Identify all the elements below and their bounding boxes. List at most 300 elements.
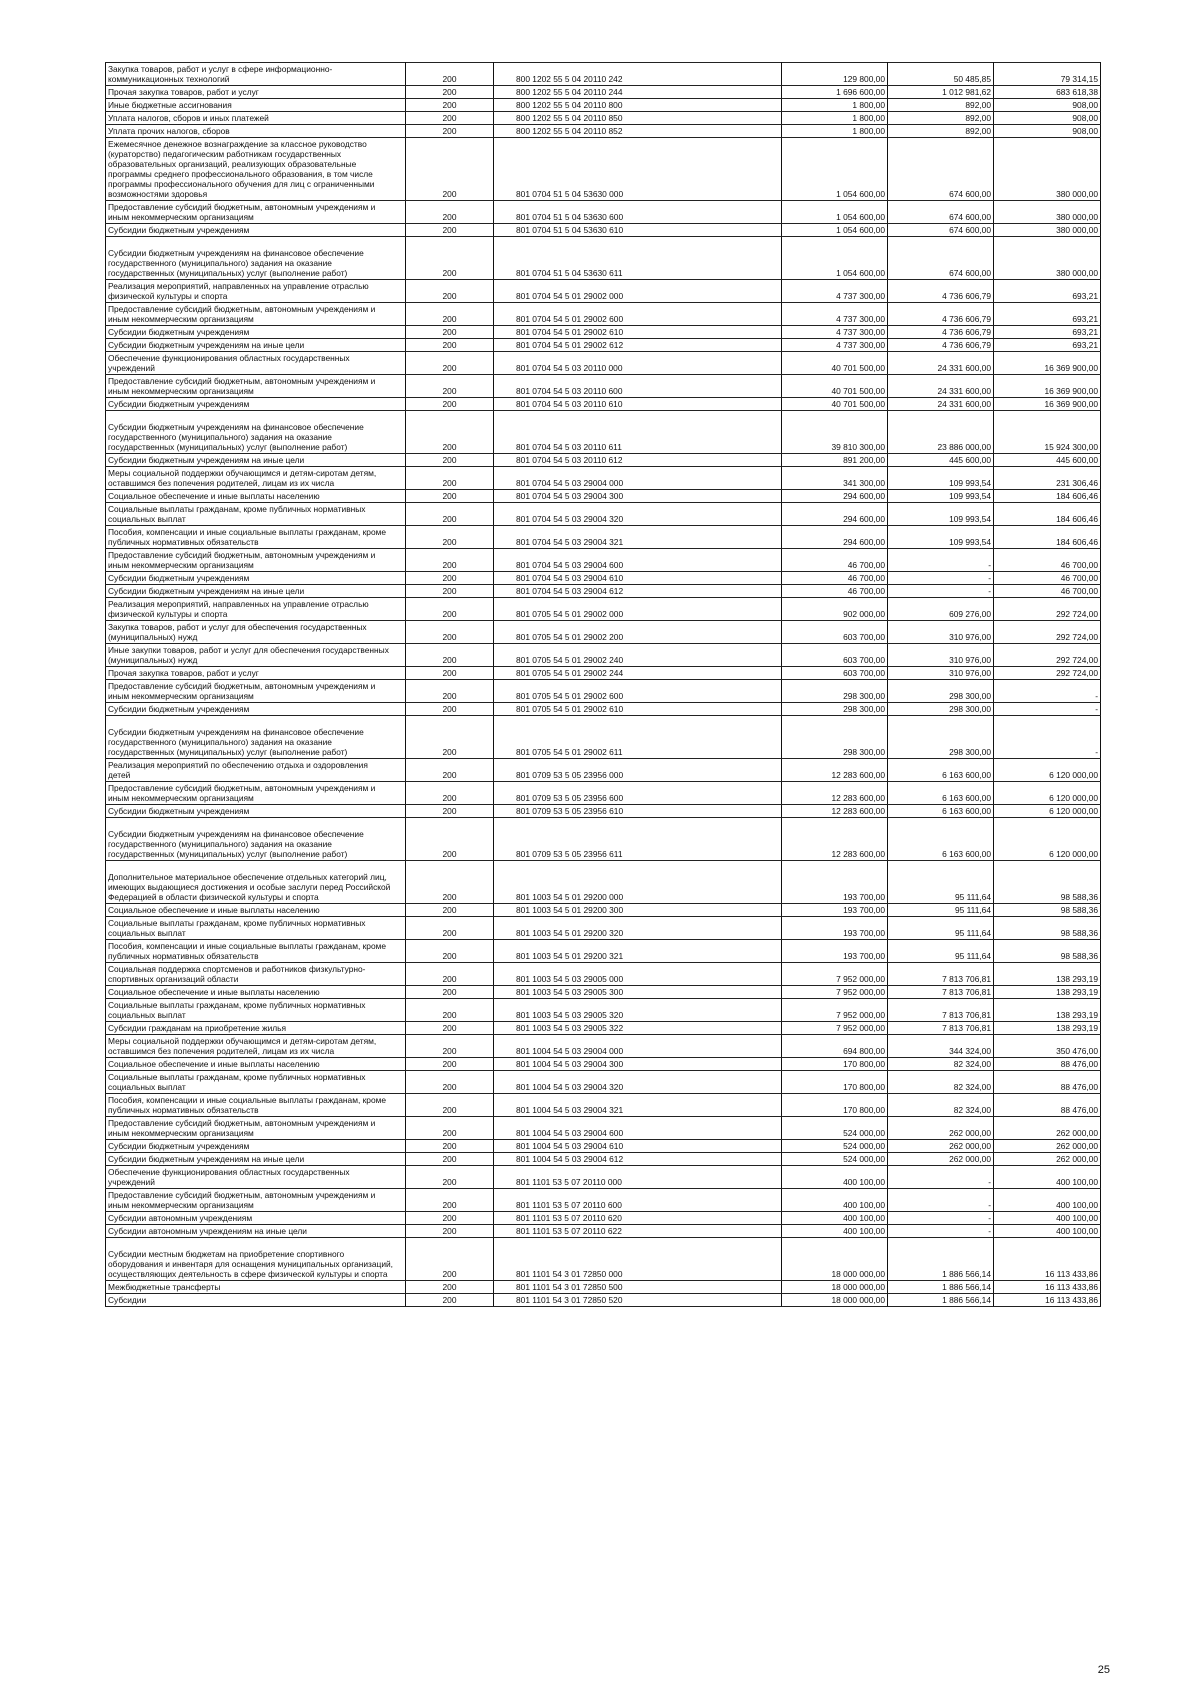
budget-class-code-cell: 800 1202 55 5 04 20110 800: [494, 99, 782, 112]
approved-amount-cell: 170 800,00: [782, 1071, 888, 1094]
executed-amount-cell: 892,00: [888, 125, 994, 138]
executed-amount-cell: 674 600,00: [888, 201, 994, 224]
approved-amount-cell: 40 701 500,00: [782, 375, 888, 398]
expense-name-cell: Прочая закупка товаров, работ и услуг: [106, 86, 406, 99]
budget-class-code-cell: 801 0705 54 5 01 29002 244: [494, 667, 782, 680]
line-code-cell: 200: [406, 1166, 494, 1189]
executed-amount-cell: 6 163 600,00: [888, 782, 994, 805]
table-row: [106, 1035, 1101, 1058]
table-row: [106, 454, 1101, 467]
executed-amount-cell: 50 485,85: [888, 63, 994, 86]
executed-amount-cell: 1 886 566,14: [888, 1281, 994, 1294]
line-code-cell: 200: [406, 861, 494, 904]
executed-amount-cell: -: [888, 1225, 994, 1238]
line-code-cell: 200: [406, 1071, 494, 1094]
budget-class-code-cell: 800 1202 55 5 04 20110 242: [494, 63, 782, 86]
approved-amount-cell: 12 283 600,00: [782, 759, 888, 782]
expense-name-cell: Субсидии бюджетным учреждениям на иные цели: [106, 454, 406, 467]
budget-class-code-cell: 801 1004 54 5 03 29004 600: [494, 1117, 782, 1140]
line-code-cell: 200: [406, 999, 494, 1022]
remaining-amount-cell: 98 588,36: [994, 861, 1101, 904]
table-row: [106, 339, 1101, 352]
executed-amount-cell: 95 111,64: [888, 940, 994, 963]
line-code-cell: 200: [406, 1058, 494, 1071]
budget-class-code-cell: 801 0704 54 5 03 20110 612: [494, 454, 782, 467]
line-code-cell: 200: [406, 1117, 494, 1140]
expense-name-cell: Предоставление субсидий бюджетным, автономным учреждениям и иным некоммерческим организациям: [106, 201, 406, 224]
executed-amount-cell: 4 736 606,79: [888, 339, 994, 352]
approved-amount-cell: 46 700,00: [782, 549, 888, 572]
approved-amount-cell: 39 810 300,00: [782, 411, 888, 454]
budget-class-code-cell: 801 0704 54 5 01 29002 600: [494, 303, 782, 326]
budget-class-code-cell: 801 1003 54 5 03 29005 300: [494, 986, 782, 999]
budget-class-code-cell: 801 0704 54 5 03 29004 610: [494, 572, 782, 585]
executed-amount-cell: 1 886 566,14: [888, 1238, 994, 1281]
table-row: [106, 1071, 1101, 1094]
expense-name-cell: Реализация мероприятий, направленных на управление отраслью физической культуры и спорта: [106, 598, 406, 621]
remaining-amount-cell: 16 369 900,00: [994, 375, 1101, 398]
expense-name-cell: Субсидии бюджетным учреждениям: [106, 805, 406, 818]
remaining-amount-cell: 908,00: [994, 99, 1101, 112]
remaining-amount-cell: -: [994, 716, 1101, 759]
table-row: [106, 326, 1101, 339]
budget-class-code-cell: 801 0704 54 5 03 29004 600: [494, 549, 782, 572]
approved-amount-cell: 7 952 000,00: [782, 986, 888, 999]
budget-class-code-cell: 801 0704 54 5 03 20110 600: [494, 375, 782, 398]
budget-class-code-cell: 801 1003 54 5 01 29200 300: [494, 904, 782, 917]
table-row: [106, 201, 1101, 224]
executed-amount-cell: 109 993,54: [888, 490, 994, 503]
executed-amount-cell: 892,00: [888, 112, 994, 125]
table-row: [106, 1022, 1101, 1035]
budget-class-code-cell: 801 0705 54 5 01 29002 200: [494, 621, 782, 644]
line-code-cell: 200: [406, 526, 494, 549]
approved-amount-cell: 40 701 500,00: [782, 398, 888, 411]
remaining-amount-cell: 380 000,00: [994, 224, 1101, 237]
budget-class-code-cell: 801 1004 54 5 03 29004 300: [494, 1058, 782, 1071]
table-row: [106, 224, 1101, 237]
executed-amount-cell: -: [888, 1166, 994, 1189]
expense-name-cell: Дополнительное материальное обеспечение отдельных категорий лиц, имеющих выдающиеся достижения и особые заслуги перед Российской Федерацией в области физической культуры и спорта: [106, 861, 406, 904]
approved-amount-cell: 298 300,00: [782, 680, 888, 703]
line-code-cell: 200: [406, 1022, 494, 1035]
expense-name-cell: Социальные выплаты гражданам, кроме публичных нормативных социальных выплат: [106, 917, 406, 940]
executed-amount-cell: 7 813 706,81: [888, 999, 994, 1022]
budget-class-code-cell: 801 1003 54 5 01 29200 320: [494, 917, 782, 940]
executed-amount-cell: 95 111,64: [888, 917, 994, 940]
table-row: [106, 352, 1101, 375]
table-row: [106, 782, 1101, 805]
expense-name-cell: Субсидии бюджетным учреждениям: [106, 224, 406, 237]
remaining-amount-cell: 400 100,00: [994, 1212, 1101, 1225]
line-code-cell: 200: [406, 86, 494, 99]
executed-amount-cell: 344 324,00: [888, 1035, 994, 1058]
table-row: [106, 549, 1101, 572]
line-code-cell: 200: [406, 1225, 494, 1238]
line-code-cell: 200: [406, 963, 494, 986]
remaining-amount-cell: 88 476,00: [994, 1058, 1101, 1071]
expense-name-cell: Ежемесячное денежное вознаграждение за классное руководство (кураторство) педагогическим работникам государственных образовательных организаций, реализующих образовательные программы среднего профессионального образования, в том числе программы профессионального обучения для лиц с ограниченными возможностями здоровья: [106, 138, 406, 201]
budget-class-code-cell: 801 1101 54 3 01 72850 000: [494, 1238, 782, 1281]
remaining-amount-cell: -: [994, 680, 1101, 703]
approved-amount-cell: 298 300,00: [782, 716, 888, 759]
remaining-amount-cell: 16 113 433,86: [994, 1281, 1101, 1294]
executed-amount-cell: 262 000,00: [888, 1153, 994, 1166]
line-code-cell: 200: [406, 1153, 494, 1166]
table-row: [106, 1212, 1101, 1225]
budget-class-code-cell: 801 1101 54 3 01 72850 500: [494, 1281, 782, 1294]
budget-class-code-cell: 801 1003 54 5 03 29005 320: [494, 999, 782, 1022]
executed-amount-cell: 892,00: [888, 99, 994, 112]
remaining-amount-cell: 15 924 300,00: [994, 411, 1101, 454]
remaining-amount-cell: 184 606,46: [994, 526, 1101, 549]
remaining-amount-cell: 6 120 000,00: [994, 818, 1101, 861]
line-code-cell: 200: [406, 598, 494, 621]
table-row: [106, 861, 1101, 904]
budget-class-code-cell: 801 1101 53 5 07 20110 600: [494, 1189, 782, 1212]
remaining-amount-cell: 6 120 000,00: [994, 805, 1101, 818]
executed-amount-cell: 82 324,00: [888, 1058, 994, 1071]
budget-class-code-cell: 800 1202 55 5 04 20110 244: [494, 86, 782, 99]
approved-amount-cell: 193 700,00: [782, 940, 888, 963]
budget-class-code-cell: 801 0704 51 5 04 53630 600: [494, 201, 782, 224]
approved-amount-cell: 1 054 600,00: [782, 201, 888, 224]
remaining-amount-cell: 400 100,00: [994, 1166, 1101, 1189]
line-code-cell: 200: [406, 940, 494, 963]
approved-amount-cell: 891 200,00: [782, 454, 888, 467]
remaining-amount-cell: 262 000,00: [994, 1117, 1101, 1140]
remaining-amount-cell: 683 618,38: [994, 86, 1101, 99]
table-row: [106, 1166, 1101, 1189]
table-row: [106, 375, 1101, 398]
executed-amount-cell: 109 993,54: [888, 467, 994, 490]
executed-amount-cell: 23 886 000,00: [888, 411, 994, 454]
approved-amount-cell: 341 300,00: [782, 467, 888, 490]
approved-amount-cell: 4 737 300,00: [782, 339, 888, 352]
expense-name-cell: Обеспечение функционирования областных государственных учреждений: [106, 1166, 406, 1189]
budget-class-code-cell: 801 0705 54 5 01 29002 610: [494, 703, 782, 716]
approved-amount-cell: 129 800,00: [782, 63, 888, 86]
executed-amount-cell: 109 993,54: [888, 503, 994, 526]
approved-amount-cell: 400 100,00: [782, 1225, 888, 1238]
budget-class-code-cell: 801 0709 53 5 05 23956 610: [494, 805, 782, 818]
line-code-cell: 200: [406, 454, 494, 467]
expense-name-cell: Субсидии бюджетным учреждениям на иные цели: [106, 585, 406, 598]
budget-class-code-cell: 801 0704 54 5 03 20110 000: [494, 352, 782, 375]
expense-name-cell: Социальное обеспечение и иные выплаты населению: [106, 986, 406, 999]
approved-amount-cell: 1 054 600,00: [782, 237, 888, 280]
budget-class-code-cell: 801 0705 54 5 01 29002 000: [494, 598, 782, 621]
remaining-amount-cell: 46 700,00: [994, 572, 1101, 585]
table-row: [106, 490, 1101, 503]
remaining-amount-cell: 380 000,00: [994, 138, 1101, 201]
remaining-amount-cell: 16 113 433,86: [994, 1238, 1101, 1281]
line-code-cell: 200: [406, 224, 494, 237]
table-row: [106, 716, 1101, 759]
budget-class-code-cell: 801 1004 54 5 03 29004 610: [494, 1140, 782, 1153]
remaining-amount-cell: 350 476,00: [994, 1035, 1101, 1058]
table-row: [106, 805, 1101, 818]
table-row: [106, 1117, 1101, 1140]
remaining-amount-cell: 138 293,19: [994, 963, 1101, 986]
executed-amount-cell: 24 331 600,00: [888, 375, 994, 398]
expense-name-cell: Субсидии гражданам на приобретение жилья: [106, 1022, 406, 1035]
expense-name-cell: Предоставление субсидий бюджетным, автономным учреждениям и иным некоммерческим организациям: [106, 680, 406, 703]
expense-name-cell: Предоставление субсидий бюджетным, автономным учреждениям и иным некоммерческим организациям: [106, 1117, 406, 1140]
approved-amount-cell: 1 054 600,00: [782, 224, 888, 237]
budget-execution-table: [105, 62, 1101, 1307]
executed-amount-cell: 95 111,64: [888, 861, 994, 904]
approved-amount-cell: 298 300,00: [782, 703, 888, 716]
expense-name-cell: Субсидии бюджетным учреждениям на иные цели: [106, 339, 406, 352]
executed-amount-cell: 7 813 706,81: [888, 963, 994, 986]
line-code-cell: 200: [406, 680, 494, 703]
line-code-cell: 200: [406, 621, 494, 644]
expense-name-cell: Субсидии бюджетным учреждениям на финансовое обеспечение государственного (муниципального) задания на оказание государственных (муниципальных) услуг (выполнение работ): [106, 411, 406, 454]
expense-name-cell: Иные бюджетные ассигнования: [106, 99, 406, 112]
line-code-cell: 200: [406, 703, 494, 716]
expense-name-cell: Межбюджетные трансферты: [106, 1281, 406, 1294]
budget-class-code-cell: 801 0704 54 5 03 20110 611: [494, 411, 782, 454]
expense-name-cell: Субсидии бюджетным учреждениям: [106, 703, 406, 716]
approved-amount-cell: 902 000,00: [782, 598, 888, 621]
table-row: [106, 411, 1101, 454]
approved-amount-cell: 603 700,00: [782, 621, 888, 644]
expense-name-cell: Социальные выплаты гражданам, кроме публичных нормативных социальных выплат: [106, 503, 406, 526]
approved-amount-cell: 18 000 000,00: [782, 1294, 888, 1307]
remaining-amount-cell: 98 588,36: [994, 940, 1101, 963]
remaining-amount-cell: 138 293,19: [994, 1022, 1101, 1035]
expense-name-cell: Социальное обеспечение и иные выплаты населению: [106, 1058, 406, 1071]
budget-class-code-cell: 801 1101 53 5 07 20110 620: [494, 1212, 782, 1225]
line-code-cell: 200: [406, 716, 494, 759]
table-row: [106, 125, 1101, 138]
line-code-cell: 200: [406, 818, 494, 861]
expense-name-cell: Пособия, компенсации и иные социальные выплаты гражданам, кроме публичных нормативных обязательств: [106, 526, 406, 549]
table-row: [106, 963, 1101, 986]
executed-amount-cell: 24 331 600,00: [888, 398, 994, 411]
line-code-cell: 200: [406, 917, 494, 940]
expense-name-cell: Субсидии бюджетным учреждениям на финансовое обеспечение государственного (муниципального) задания на оказание государственных (муниципальных) услуг (выполнение работ): [106, 818, 406, 861]
line-code-cell: 200: [406, 759, 494, 782]
line-code-cell: 200: [406, 490, 494, 503]
budget-class-code-cell: 801 1004 54 5 03 29004 000: [494, 1035, 782, 1058]
table-row: [106, 904, 1101, 917]
expense-name-cell: Субсидии автономным учреждениям на иные цели: [106, 1225, 406, 1238]
executed-amount-cell: 6 163 600,00: [888, 818, 994, 861]
line-code-cell: 200: [406, 326, 494, 339]
table-row: [106, 644, 1101, 667]
executed-amount-cell: 1 012 981,62: [888, 86, 994, 99]
remaining-amount-cell: 6 120 000,00: [994, 759, 1101, 782]
expense-name-cell: Предоставление субсидий бюджетным, автономным учреждениям и иным некоммерческим организациям: [106, 303, 406, 326]
remaining-amount-cell: 292 724,00: [994, 644, 1101, 667]
table-row: [106, 86, 1101, 99]
budget-class-code-cell: 801 0704 54 5 03 29004 320: [494, 503, 782, 526]
budget-class-code-cell: 801 1004 54 5 03 29004 612: [494, 1153, 782, 1166]
expense-name-cell: Меры социальной поддержки обучающимся и детям-сиротам детям, оставшимся без попечения родителей, лицам из их числа: [106, 1035, 406, 1058]
budget-class-code-cell: 801 0709 53 5 05 23956 611: [494, 818, 782, 861]
table-row: [106, 63, 1101, 86]
approved-amount-cell: 1 054 600,00: [782, 138, 888, 201]
budget-class-code-cell: 801 0704 51 5 04 53630 000: [494, 138, 782, 201]
remaining-amount-cell: 693,21: [994, 339, 1101, 352]
table-row: [106, 1294, 1101, 1307]
table-row: [106, 1225, 1101, 1238]
approved-amount-cell: 294 600,00: [782, 503, 888, 526]
table-row: [106, 680, 1101, 703]
table-row: [106, 999, 1101, 1022]
executed-amount-cell: 310 976,00: [888, 621, 994, 644]
line-code-cell: 200: [406, 138, 494, 201]
budget-class-code-cell: 801 0704 51 5 04 53630 610: [494, 224, 782, 237]
table-row: [106, 1140, 1101, 1153]
line-code-cell: 200: [406, 1281, 494, 1294]
executed-amount-cell: 82 324,00: [888, 1071, 994, 1094]
approved-amount-cell: 193 700,00: [782, 904, 888, 917]
line-code-cell: 200: [406, 201, 494, 224]
approved-amount-cell: 170 800,00: [782, 1094, 888, 1117]
line-code-cell: 200: [406, 1212, 494, 1225]
budget-class-code-cell: 801 0704 54 5 03 29004 321: [494, 526, 782, 549]
line-code-cell: 200: [406, 352, 494, 375]
executed-amount-cell: 7 813 706,81: [888, 986, 994, 999]
expense-name-cell: Субсидии бюджетным учреждениям на иные цели: [106, 1153, 406, 1166]
expense-name-cell: Субсидии автономным учреждениям: [106, 1212, 406, 1225]
line-code-cell: 200: [406, 125, 494, 138]
table-row: [106, 1238, 1101, 1281]
remaining-amount-cell: 693,21: [994, 303, 1101, 326]
line-code-cell: 200: [406, 1035, 494, 1058]
remaining-amount-cell: 184 606,46: [994, 490, 1101, 503]
expense-name-cell: Субсидии бюджетным учреждениям: [106, 326, 406, 339]
approved-amount-cell: 46 700,00: [782, 572, 888, 585]
expense-name-cell: Предоставление субсидий бюджетным, автономным учреждениям и иным некоммерческим организациям: [106, 375, 406, 398]
executed-amount-cell: -: [888, 1189, 994, 1212]
approved-amount-cell: 294 600,00: [782, 526, 888, 549]
budget-class-code-cell: 801 0709 53 5 05 23956 600: [494, 782, 782, 805]
executed-amount-cell: 310 976,00: [888, 644, 994, 667]
remaining-amount-cell: 292 724,00: [994, 621, 1101, 644]
approved-amount-cell: 603 700,00: [782, 644, 888, 667]
remaining-amount-cell: 262 000,00: [994, 1140, 1101, 1153]
line-code-cell: 200: [406, 280, 494, 303]
remaining-amount-cell: 88 476,00: [994, 1071, 1101, 1094]
table-row: [106, 667, 1101, 680]
table-row: [106, 940, 1101, 963]
executed-amount-cell: 262 000,00: [888, 1117, 994, 1140]
budget-class-code-cell: 801 0704 54 5 03 29004 000: [494, 467, 782, 490]
executed-amount-cell: 445 600,00: [888, 454, 994, 467]
approved-amount-cell: 12 283 600,00: [782, 782, 888, 805]
executed-amount-cell: 674 600,00: [888, 138, 994, 201]
expense-name-cell: Иные закупки товаров, работ и услуг для обеспечения государственных (муниципальных) нужд: [106, 644, 406, 667]
approved-amount-cell: 46 700,00: [782, 585, 888, 598]
expense-name-cell: Субсидии бюджетным учреждениям: [106, 398, 406, 411]
line-code-cell: 200: [406, 904, 494, 917]
table-row: [106, 1094, 1101, 1117]
table-row: [106, 818, 1101, 861]
remaining-amount-cell: 380 000,00: [994, 201, 1101, 224]
table-row: [106, 503, 1101, 526]
table-row: [106, 1058, 1101, 1071]
remaining-amount-cell: 46 700,00: [994, 585, 1101, 598]
executed-amount-cell: 1 886 566,14: [888, 1294, 994, 1307]
line-code-cell: 200: [406, 1094, 494, 1117]
budget-class-code-cell: 801 0704 51 5 04 53630 611: [494, 237, 782, 280]
remaining-amount-cell: 292 724,00: [994, 667, 1101, 680]
remaining-amount-cell: 908,00: [994, 125, 1101, 138]
expense-name-cell: Субсидии бюджетным учреждениям на финансовое обеспечение государственного (муниципального) задания на оказание государственных (муниципальных) услуг (выполнение работ): [106, 716, 406, 759]
approved-amount-cell: 524 000,00: [782, 1140, 888, 1153]
remaining-amount-cell: 16 113 433,86: [994, 1294, 1101, 1307]
budget-class-code-cell: 801 1101 53 5 07 20110 622: [494, 1225, 782, 1238]
expense-name-cell: Социальное обеспечение и иные выплаты населению: [106, 904, 406, 917]
executed-amount-cell: 298 300,00: [888, 680, 994, 703]
table-row: [106, 467, 1101, 490]
remaining-amount-cell: 79 314,15: [994, 63, 1101, 86]
budget-class-code-cell: 801 1004 54 5 03 29004 320: [494, 1071, 782, 1094]
expense-name-cell: Предоставление субсидий бюджетным, автономным учреждениям и иным некоммерческим организациям: [106, 549, 406, 572]
line-code-cell: 200: [406, 303, 494, 326]
expense-name-cell: Социальная поддержка спортсменов и работников физкультурно- спортивных организаций области: [106, 963, 406, 986]
executed-amount-cell: -: [888, 1212, 994, 1225]
line-code-cell: 200: [406, 503, 494, 526]
approved-amount-cell: 7 952 000,00: [782, 963, 888, 986]
expense-name-cell: Прочая закупка товаров, работ и услуг: [106, 667, 406, 680]
remaining-amount-cell: 231 306,46: [994, 467, 1101, 490]
remaining-amount-cell: 16 369 900,00: [994, 352, 1101, 375]
budget-class-code-cell: 801 0705 54 5 01 29002 240: [494, 644, 782, 667]
table-row: [106, 280, 1101, 303]
table-row: [106, 585, 1101, 598]
executed-amount-cell: 4 736 606,79: [888, 303, 994, 326]
expense-name-cell: Закупка товаров, работ и услуг в сфере информационно- коммуникационных технологий: [106, 63, 406, 86]
table-row: [106, 526, 1101, 549]
budget-class-code-cell: 801 0704 54 5 01 29002 610: [494, 326, 782, 339]
expense-name-cell: Пособия, компенсации и иные социальные выплаты гражданам, кроме публичных нормативных обязательств: [106, 940, 406, 963]
remaining-amount-cell: 693,21: [994, 326, 1101, 339]
approved-amount-cell: 18 000 000,00: [782, 1281, 888, 1294]
approved-amount-cell: 193 700,00: [782, 861, 888, 904]
budget-class-code-cell: 801 1004 54 5 03 29004 321: [494, 1094, 782, 1117]
approved-amount-cell: 524 000,00: [782, 1153, 888, 1166]
budget-class-code-cell: 801 0704 54 5 03 20110 610: [494, 398, 782, 411]
expense-name-cell: Закупка товаров, работ и услуг для обеспечения государственных (муниципальных) нужд: [106, 621, 406, 644]
remaining-amount-cell: 693,21: [994, 280, 1101, 303]
budget-class-code-cell: 801 1101 54 3 01 72850 520: [494, 1294, 782, 1307]
executed-amount-cell: 310 976,00: [888, 667, 994, 680]
remaining-amount-cell: 16 369 900,00: [994, 398, 1101, 411]
budget-class-code-cell: 801 0705 54 5 01 29002 611: [494, 716, 782, 759]
expense-name-cell: Реализация мероприятий по обеспечению отдыха и оздоровления детей: [106, 759, 406, 782]
expense-name-cell: Предоставление субсидий бюджетным, автономным учреждениям и иным некоммерческим организациям: [106, 782, 406, 805]
approved-amount-cell: 4 737 300,00: [782, 280, 888, 303]
approved-amount-cell: 400 100,00: [782, 1212, 888, 1225]
table-row: [106, 759, 1101, 782]
executed-amount-cell: -: [888, 549, 994, 572]
approved-amount-cell: 7 952 000,00: [782, 999, 888, 1022]
remaining-amount-cell: 445 600,00: [994, 454, 1101, 467]
remaining-amount-cell: 138 293,19: [994, 999, 1101, 1022]
remaining-amount-cell: 184 606,46: [994, 503, 1101, 526]
remaining-amount-cell: 88 476,00: [994, 1094, 1101, 1117]
line-code-cell: 200: [406, 99, 494, 112]
executed-amount-cell: 674 600,00: [888, 237, 994, 280]
budget-class-code-cell: 801 1003 54 5 03 29005 322: [494, 1022, 782, 1035]
executed-amount-cell: 109 993,54: [888, 526, 994, 549]
line-code-cell: 200: [406, 411, 494, 454]
